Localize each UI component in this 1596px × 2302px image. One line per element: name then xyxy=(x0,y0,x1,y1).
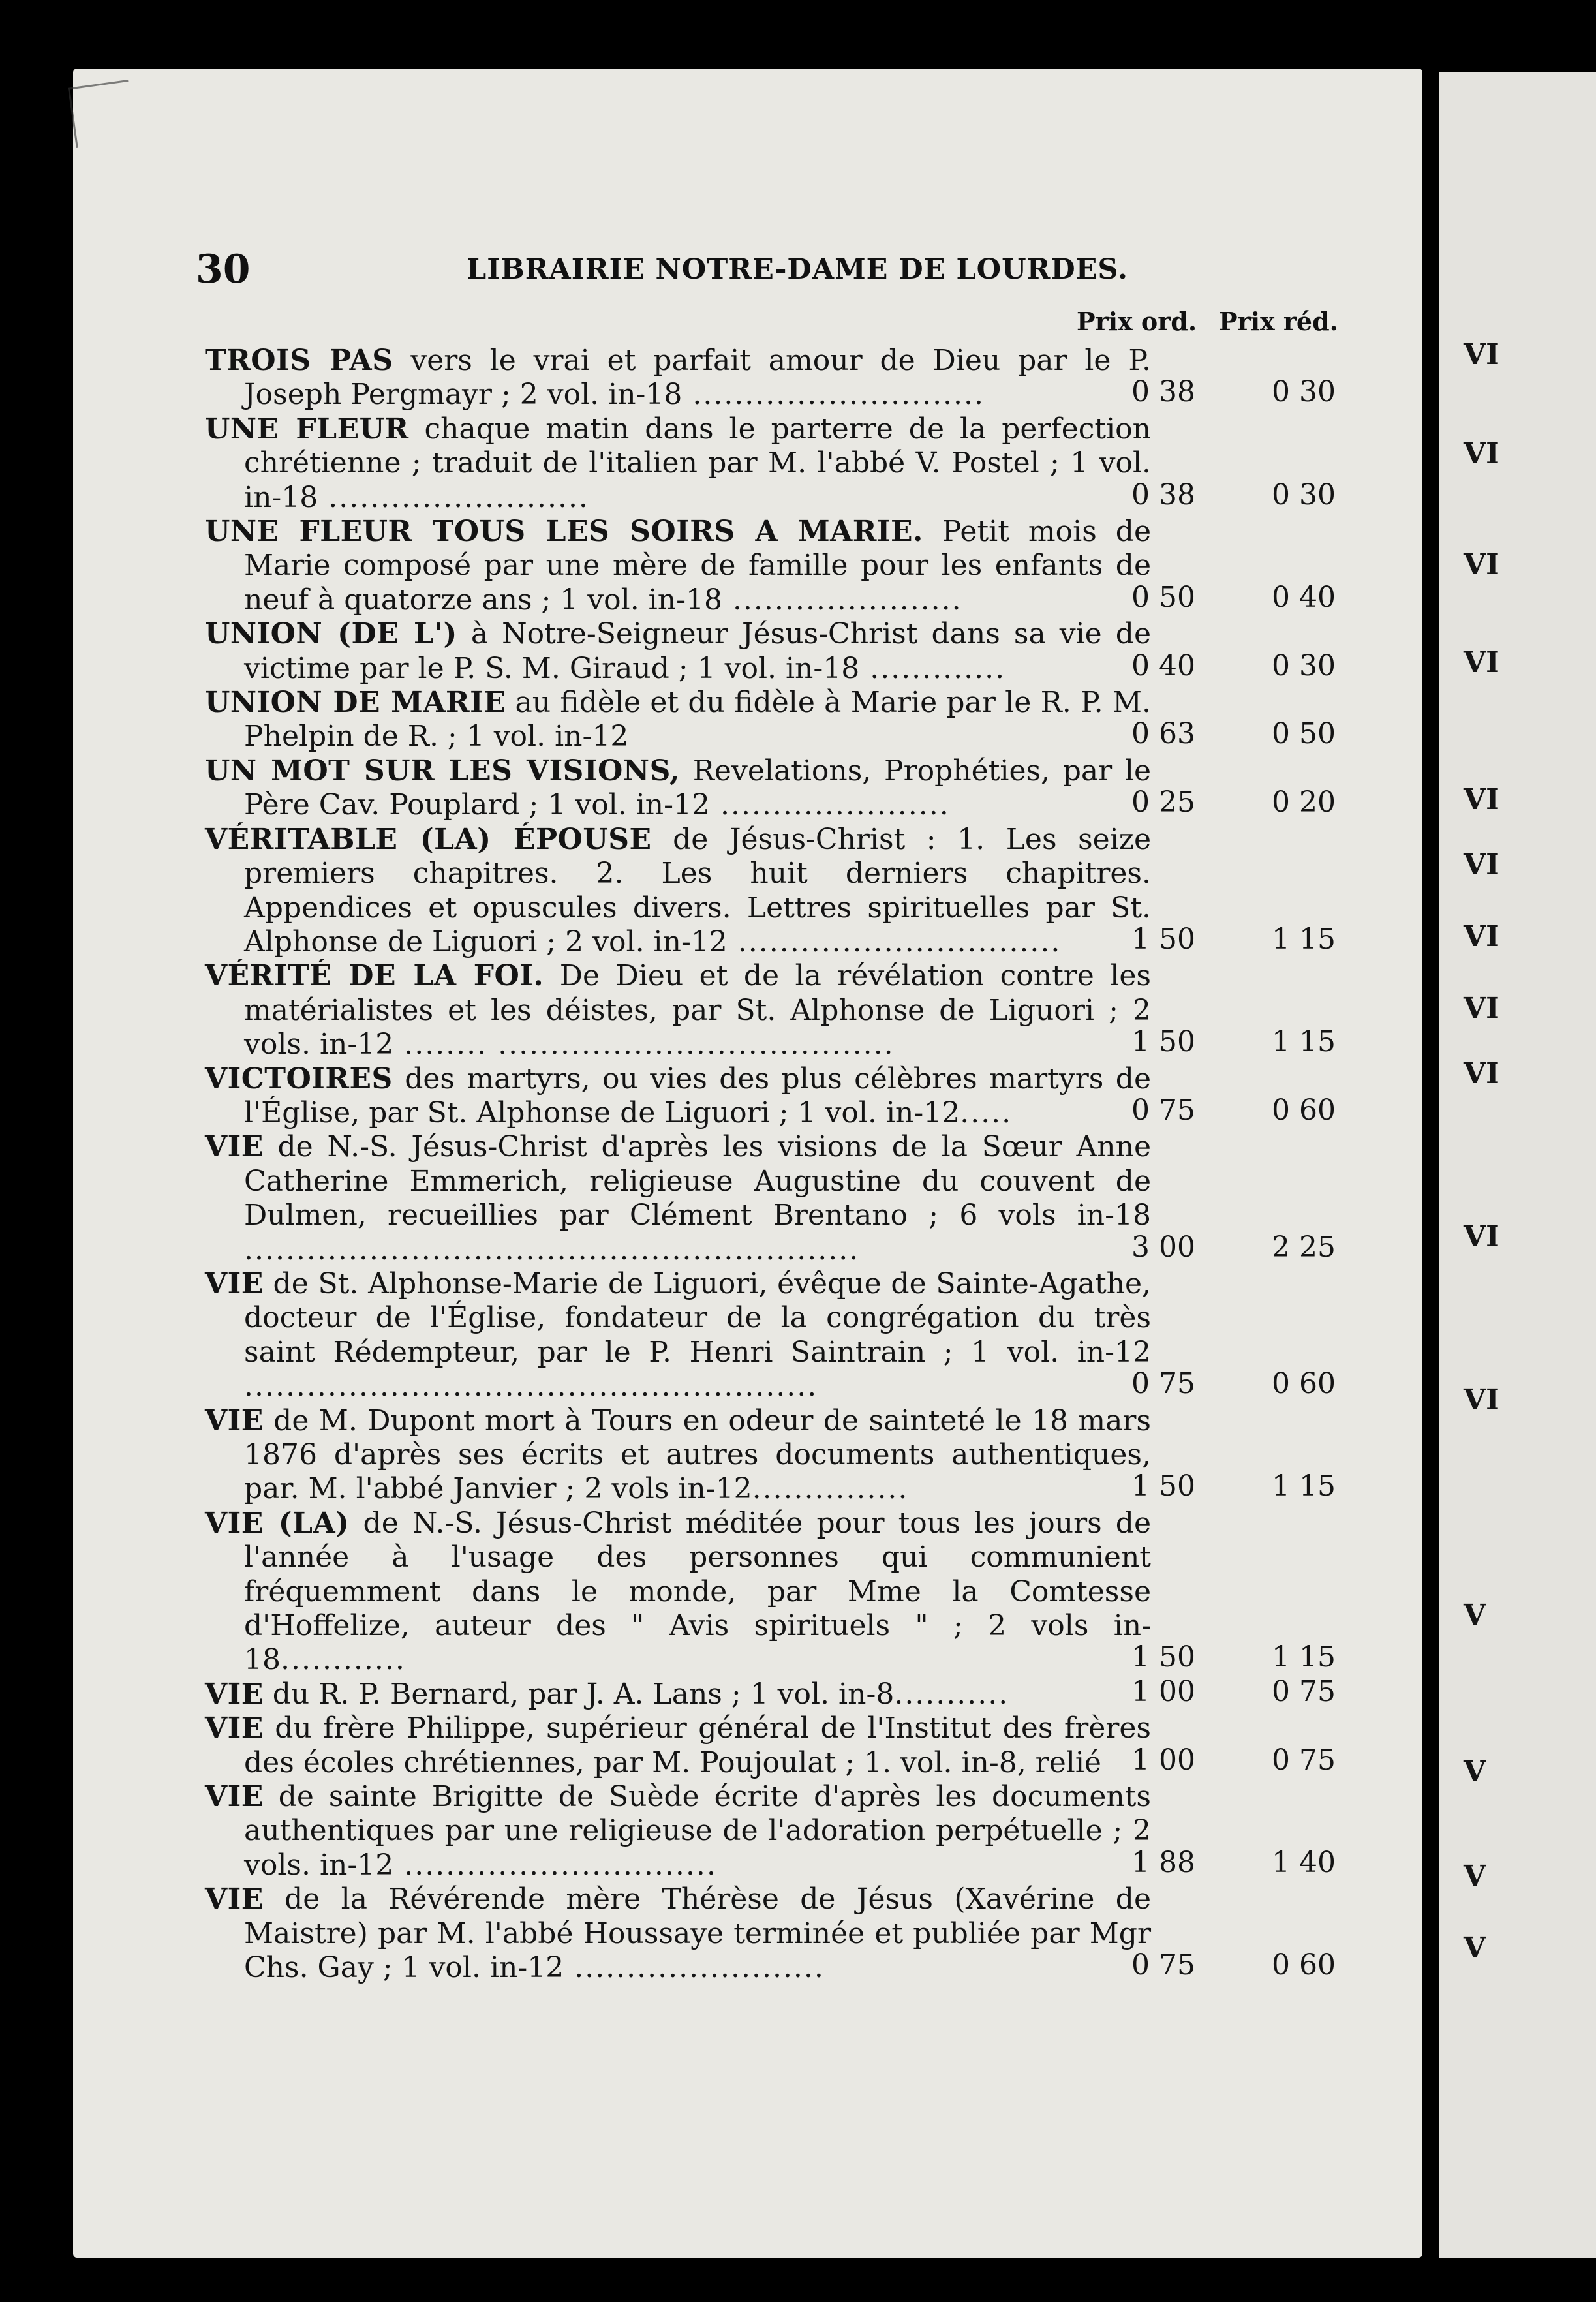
price-ordinary: 0 38 xyxy=(1131,375,1195,409)
leader-dots: ...................... xyxy=(710,788,950,822)
leader-dots: ....................................................... xyxy=(244,1370,818,1404)
price-ordinary: 0 75 xyxy=(1131,1948,1195,1982)
entry-description xyxy=(205,1882,1151,1985)
entry-description xyxy=(205,686,1151,754)
entry-title: UNION DE MARIE xyxy=(205,686,506,720)
price-reduced: 2 25 xyxy=(1272,1230,1336,1264)
adjacent-page-edge xyxy=(1439,72,1596,2258)
adjacent-fragment: V xyxy=(1464,1931,1486,1965)
entry-description xyxy=(205,1130,1151,1267)
entry-details: Petit mois de Marie composé par une mère de famille pour les enfants de neuf à quatorze ans ; 1 vol. in-18 xyxy=(244,515,1151,617)
catalog-entry xyxy=(205,1780,1366,1882)
leader-dots: ............ xyxy=(281,1643,406,1677)
entry-description xyxy=(205,1404,1151,1507)
entry-title: VIE xyxy=(205,1780,264,1814)
page-number: 30 xyxy=(196,247,251,292)
price-reduced: 0 60 xyxy=(1272,1367,1336,1401)
column-header-prix-ord: Prix ord. xyxy=(1077,307,1197,336)
entry-title: VÉRITÉ DE LA FOI. xyxy=(205,959,544,993)
entry-description xyxy=(205,1062,1151,1131)
adjacent-fragment: V xyxy=(1464,1599,1486,1632)
adjacent-fragment: VI xyxy=(1464,1057,1499,1090)
entry-details: de N.-S. Jésus-Christ d'après les visions de la Sœur Anne Catherine Emmerich, religieuse Augustine du couvent de Dulmen, recueillies par Clément Brentano ; 6 vols in-18 xyxy=(244,1130,1151,1233)
entry-description xyxy=(205,754,1151,823)
entry-title: VIE xyxy=(205,1711,264,1745)
entry-details: à Notre-Seigneur Jésus-Christ dans sa vie de victime par le P. S. M. Giraud ; 1 vol. in-18 xyxy=(244,617,1151,685)
price-reduced: 0 30 xyxy=(1272,649,1336,683)
entry-title: VIE xyxy=(205,1882,264,1916)
price-ordinary: 1 50 xyxy=(1131,922,1195,956)
price-ordinary: 1 88 xyxy=(1131,1845,1195,1879)
entry-details: Revelations, Prophéties, par le Père Cav. Pouplard ; 1 vol. in-12 xyxy=(244,754,1151,822)
entry-details: de N.-S. Jésus-Christ méditée pour tous les jours de l'année à l'usage des personnes qui communient fréquemment dans le monde, par Mme la Comtesse d'Hoffelize, auteur des " Avis spirituels " ; 2 vols in-18 xyxy=(244,1506,1151,1677)
leader-dots: ............. xyxy=(859,651,1006,685)
price-reduced: 0 30 xyxy=(1272,478,1336,512)
catalog-entry xyxy=(205,1882,1366,1985)
price-reduced: 0 60 xyxy=(1272,1093,1336,1127)
adjacent-fragment: VI xyxy=(1464,992,1499,1025)
leader-dots: ............... xyxy=(752,1472,909,1506)
corner-mark xyxy=(68,80,136,148)
entry-title: VICTOIRES xyxy=(205,1062,393,1096)
entry-details: de la Révérende mère Thérèse de Jésus (Xavérine de Maistre) par M. l'abbé Houssaye terminée et publiée par Mgr Chs. Gay ; 1 vol. in-12 xyxy=(244,1882,1151,1985)
entry-description xyxy=(205,515,1151,617)
price-reduced: 0 50 xyxy=(1272,717,1336,751)
catalog-entry xyxy=(205,754,1366,823)
entry-title: VÉRITABLE (LA) ÉPOUSE xyxy=(205,822,652,856)
adjacent-fragment: VI xyxy=(1464,338,1499,371)
price-reduced: 1 15 xyxy=(1272,1469,1336,1503)
entry-details: de M. Dupont mort à Tours en odeur de sainteté le 18 mars 1876 d'après ses écrits et autres documents authentiques, par. M. l'abbé Janvier ; 2 vols in-12 xyxy=(244,1404,1151,1506)
price-ordinary: 1 50 xyxy=(1131,1469,1195,1503)
price-ordinary: 0 75 xyxy=(1131,1367,1195,1401)
price-ordinary: 1 00 xyxy=(1131,1674,1195,1708)
entry-details: de sainte Brigitte de Suède écrite d'après les documents authentiques par une religieuse de l'adoration perpétuelle ; 2 vols. in-12 xyxy=(244,1780,1151,1882)
entry-title: VIE xyxy=(205,1266,264,1300)
entry-description xyxy=(205,1507,1151,1678)
entry-title: UNE FLEUR xyxy=(205,412,409,446)
catalog-entry xyxy=(205,1130,1366,1267)
adjacent-fragment: V xyxy=(1464,1755,1486,1788)
price-reduced: 0 20 xyxy=(1272,786,1336,820)
adjacent-fragment: VI xyxy=(1464,783,1499,816)
entry-details: des martyrs, ou vies des plus célèbres martyrs de l'Église, par St. Alphonse de Liguori ; 1 vol. in-12 xyxy=(244,1062,1151,1129)
leader-dots: ..... xyxy=(960,1096,1013,1129)
leader-dots: ........ ...................................... xyxy=(393,1028,895,1062)
price-ordinary: 3 00 xyxy=(1131,1230,1195,1264)
entry-description xyxy=(205,412,1151,515)
adjacent-fragment: VI xyxy=(1464,548,1499,581)
entry-details: au fidèle et du fidèle à Marie par le R. P. M. Phelpin de R. ; 1 vol. in-12 xyxy=(244,686,1152,754)
catalog-entry xyxy=(205,1062,1366,1131)
catalog-entry xyxy=(205,1711,1366,1780)
leader-dots: ............................ xyxy=(682,378,985,412)
entry-details: De Dieu et de la révélation contre les matérialistes et les déistes, par St. Alphonse de Liguori ; 2 vols. in-12 xyxy=(244,959,1151,1062)
catalog-entry xyxy=(205,823,1366,960)
catalog-entry xyxy=(205,515,1366,617)
price-reduced: 1 15 xyxy=(1272,922,1336,956)
catalog-entry xyxy=(205,1267,1366,1404)
entry-details: du frère Philippe, supérieur général de l'Institut des frères des écoles chrétiennes, par M. Poujoulat ; 1. vol. in-8, relié xyxy=(244,1711,1151,1779)
entry-title: VIE xyxy=(205,1130,264,1164)
running-title: LIBRAIRIE NOTRE-DAME DE LOURDES. xyxy=(467,253,1128,286)
entry-title: UNION (DE L') xyxy=(205,617,457,651)
entry-details: chaque matin dans le parterre de la perfection chrétienne ; traduit de l'italien par M. l'abbé V. Postel ; 1 vol. in-18 xyxy=(244,412,1151,514)
entry-description xyxy=(205,1711,1151,1780)
page-header xyxy=(196,247,1357,299)
entry-description xyxy=(205,823,1151,960)
entry-description xyxy=(205,1780,1151,1882)
price-ordinary: 0 38 xyxy=(1131,478,1195,512)
leader-dots: ......................... xyxy=(318,480,589,514)
entry-title: UNE FLEUR TOUS LES SOIRS A MARIE. xyxy=(205,515,923,549)
price-ordinary: 1 00 xyxy=(1131,1743,1195,1777)
leader-dots: ............................... xyxy=(727,925,1062,959)
leader-dots: ...................... xyxy=(722,583,962,617)
entry-details: de Jésus-Christ : 1. Les seize premiers chapitres. 2. Les huit derniers chapitres. Appendices et opuscules divers. Lettres spirituelles par St. Alphonse de Liguori ; 2 vol. in-12 xyxy=(244,822,1151,959)
entry-description xyxy=(205,1267,1151,1404)
catalog-entries xyxy=(205,344,1366,1986)
leader-dots: ........... xyxy=(894,1677,1009,1711)
price-ordinary: 1 50 xyxy=(1131,1640,1195,1674)
catalog-entry xyxy=(205,686,1366,754)
entry-details: du R. P. Bernard, par J. A. Lans ; 1 vol. in-8 xyxy=(263,1677,895,1711)
price-reduced: 1 15 xyxy=(1272,1640,1336,1674)
price-reduced: 0 75 xyxy=(1272,1674,1336,1708)
entry-title: VIE (LA) xyxy=(205,1506,350,1540)
catalog-entry xyxy=(205,1674,1366,1711)
entry-title: VIE xyxy=(205,1404,264,1437)
adjacent-fragment: VI xyxy=(1464,437,1499,470)
price-ordinary: 0 25 xyxy=(1131,786,1195,820)
entry-title: UN MOT SUR LES VISIONS, xyxy=(205,754,681,788)
price-reduced: 0 40 xyxy=(1272,580,1336,614)
price-reduced: 0 60 xyxy=(1272,1948,1336,1982)
catalog-entry xyxy=(205,617,1366,686)
price-ordinary: 0 63 xyxy=(1131,717,1195,751)
catalog-entry xyxy=(205,412,1366,515)
leader-dots: ........................ xyxy=(564,1951,825,1985)
adjacent-fragment: VI xyxy=(1464,1220,1499,1253)
catalog-entry xyxy=(205,959,1366,1062)
adjacent-fragment: VI xyxy=(1464,646,1499,679)
catalog-entry xyxy=(205,1404,1366,1507)
leader-dots: ........................................................... xyxy=(244,1233,860,1266)
entry-details: de St. Alphonse-Marie de Liguori, évêque de Sainte-Agathe, docteur de l'Église, fondateur de la congrégation du très saint Rédempteur, par le P. Henri Saintrain ; 1 vol. in-12 xyxy=(244,1266,1151,1369)
entry-details: vers le vrai et parfait amour de Dieu par le P. Joseph Pergmayr ; 2 vol. in-18 xyxy=(244,344,1151,412)
entry-description xyxy=(205,1678,1151,1711)
adjacent-fragment: VI xyxy=(1464,1383,1499,1417)
catalog-entry xyxy=(205,344,1366,412)
entry-description xyxy=(205,617,1151,686)
adjacent-fragment: VI xyxy=(1464,848,1499,882)
price-reduced: 1 40 xyxy=(1272,1845,1336,1879)
price-reduced: 0 30 xyxy=(1272,375,1336,409)
adjacent-fragment: VI xyxy=(1464,920,1499,953)
entry-description xyxy=(205,959,1151,1062)
entry-title: VIE xyxy=(205,1677,264,1711)
leader-dots: .............................. xyxy=(393,1848,717,1882)
price-reduced: 1 15 xyxy=(1272,1025,1336,1059)
price-ordinary: 0 75 xyxy=(1131,1093,1195,1127)
price-ordinary: 0 50 xyxy=(1131,580,1195,614)
price-reduced: 0 75 xyxy=(1272,1743,1336,1777)
price-ordinary: 0 40 xyxy=(1131,649,1195,683)
entry-description xyxy=(205,344,1151,412)
price-ordinary: 1 50 xyxy=(1131,1025,1195,1059)
column-header-prix-red: Prix réd. xyxy=(1219,307,1338,336)
entry-title: TROIS PAS xyxy=(205,344,393,377)
catalog-entry xyxy=(205,1507,1366,1678)
adjacent-fragment: V xyxy=(1464,1860,1486,1893)
